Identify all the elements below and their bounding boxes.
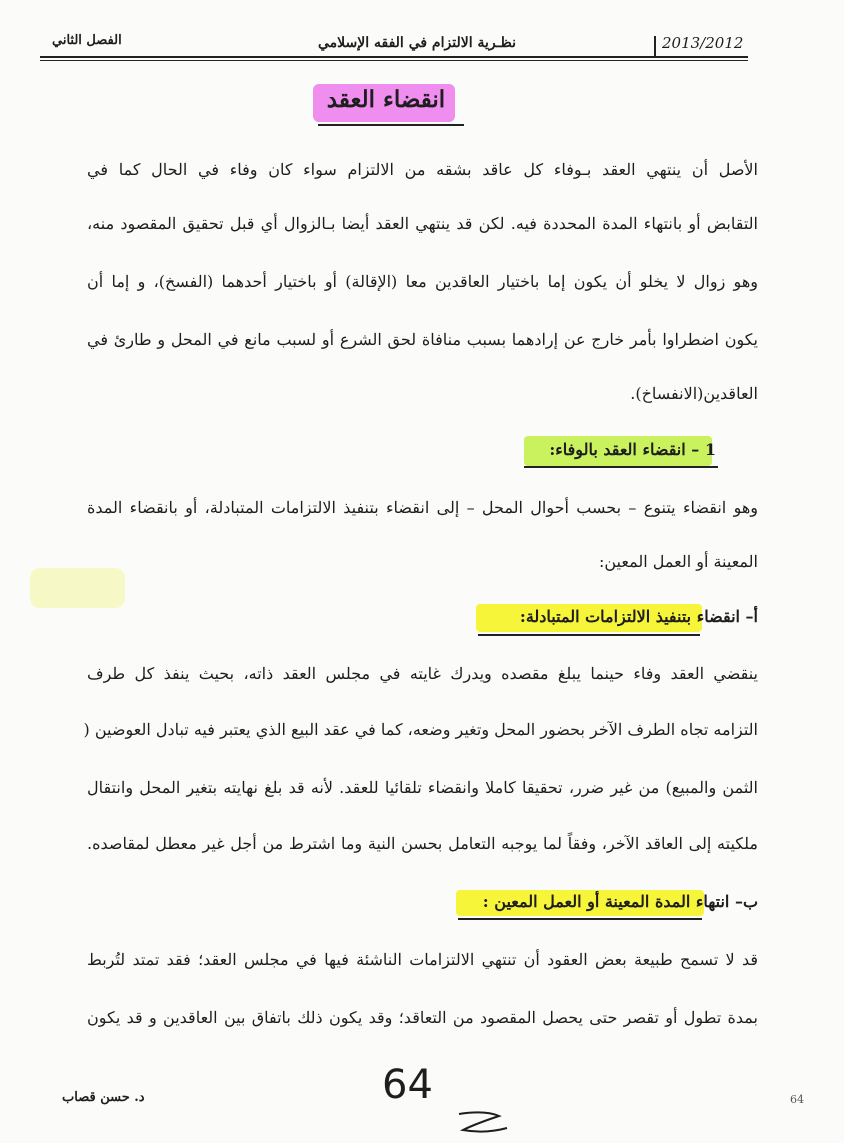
- paragraph4-line2: بمدة تطول أو تقصر حتى يحصل المقصود من التعاقد؛ وقد يكون ذلك باتفاق بين العاقدين و قد يكون: [87, 1008, 759, 1027]
- section1-heading: [549, 440, 716, 459]
- subsection-b-underline: [458, 918, 702, 920]
- header-rule-thin: [40, 60, 748, 61]
- page-title: انقضاء العقد: [326, 86, 446, 113]
- header-rule: [40, 56, 748, 58]
- subsection-b-title: انتهاء المدة المعينة أو العمل المعين :: [482, 892, 730, 911]
- title-underline: [318, 124, 464, 126]
- header-year: 2013/2012: [662, 34, 744, 52]
- paragraph2-line2: المعينة أو العمل المعين:: [598, 552, 758, 571]
- paragraph3-line3: الثمن والمبيع) من غير ضرر، تحقيقا كاملا وانقضاء تلقائيا للعقد. لأنه قد بلغ نهايته بتغير المحل وانتقال: [87, 778, 758, 797]
- subsection-b-letter: ب–: [734, 892, 758, 911]
- section1-number: 1: [704, 440, 716, 459]
- subsection-a-title: انقضاء بتنفيذ الالتزامات المتبادلة:: [519, 607, 740, 626]
- paragraph1-line2: التقابض أو بانتهاء المدة المحددة فيه. لكن قد ينتهي العقد أيضا بـالزوال أي قبل تحقيق المقصود منه،: [87, 214, 758, 233]
- page-number: 64: [382, 1062, 433, 1108]
- faint-highlight-mark: [30, 568, 125, 608]
- subsection-a-letter: أ–: [745, 607, 758, 626]
- paragraph1-line1: الأصل أن ينتهي العقد بـوفاء كل عاقد بشقه من الالتزام سواء كان وفاء في الحال كما في: [87, 160, 758, 179]
- section1-underline: [524, 466, 718, 468]
- header-book-title: نظـرية الالتزام في الفقه الإسلامي: [318, 35, 517, 51]
- corner-page-mark: 64: [790, 1093, 804, 1106]
- section1-title: انقضاء العقد بالوفاء:: [549, 440, 686, 459]
- paragraph3-line1: ينقضي العقد وفاء حينما يبلغ مقصده ويدرك غايته في مجلس العقد ذاته، بحيث ينفذ كل طرف: [87, 664, 758, 683]
- paragraph3-line2: التزامه تجاه الطرف الآخر بحضور المحل وتغير وضعه، كما في عقد البيع الذي يعتبر فيه تبادل العوضين (: [83, 720, 758, 739]
- paragraph4-line1: قد لا تسمح طبيعة بعض العقود أن تنتهي الالتزامات الناشئة فيها في مجلس العقد؛ فقد تمتد لتُربط: [87, 950, 758, 969]
- subsection-b-heading: [483, 892, 758, 911]
- scribble-mark: [455, 1108, 515, 1138]
- header-chapter: الفصل الثاني: [52, 33, 122, 48]
- subsection-a-heading: [520, 607, 758, 626]
- subsection-a-underline: [478, 634, 700, 636]
- paragraph2-line1: وهو انقضاء يتنوع – بحسب أحوال المحل – إلى انقضاء بتنفيذ الالتزامات المتبادلة، أو بانقضاء المدة: [87, 498, 759, 517]
- author-name: د. حسن قصاب: [62, 1090, 145, 1105]
- paragraph1-line3: وهو زوال لا يخلو أن يكون إما باختيار العاقدين معا (الإقالة) أو باختيار أحدهما (الفسخ)، و إما أن: [87, 272, 758, 291]
- paragraph3-line4: ملكيته إلى العاقد الآخر، وفقاً لما يوجبه التعامل بحسن النية وما اشترط من أجل غير معطل لمقاصده.: [87, 834, 758, 853]
- header-separator: [654, 36, 656, 56]
- paragraph1-line5: العاقدين(الانفساخ).: [630, 384, 758, 403]
- paragraph1-line4: يكون اضطراوا بأمر خارج عن إرادهما بسبب منافاة لحق الشرع أو لسبب مانع في المحل و طارئ في: [87, 330, 758, 349]
- section1-dash: –: [691, 440, 700, 459]
